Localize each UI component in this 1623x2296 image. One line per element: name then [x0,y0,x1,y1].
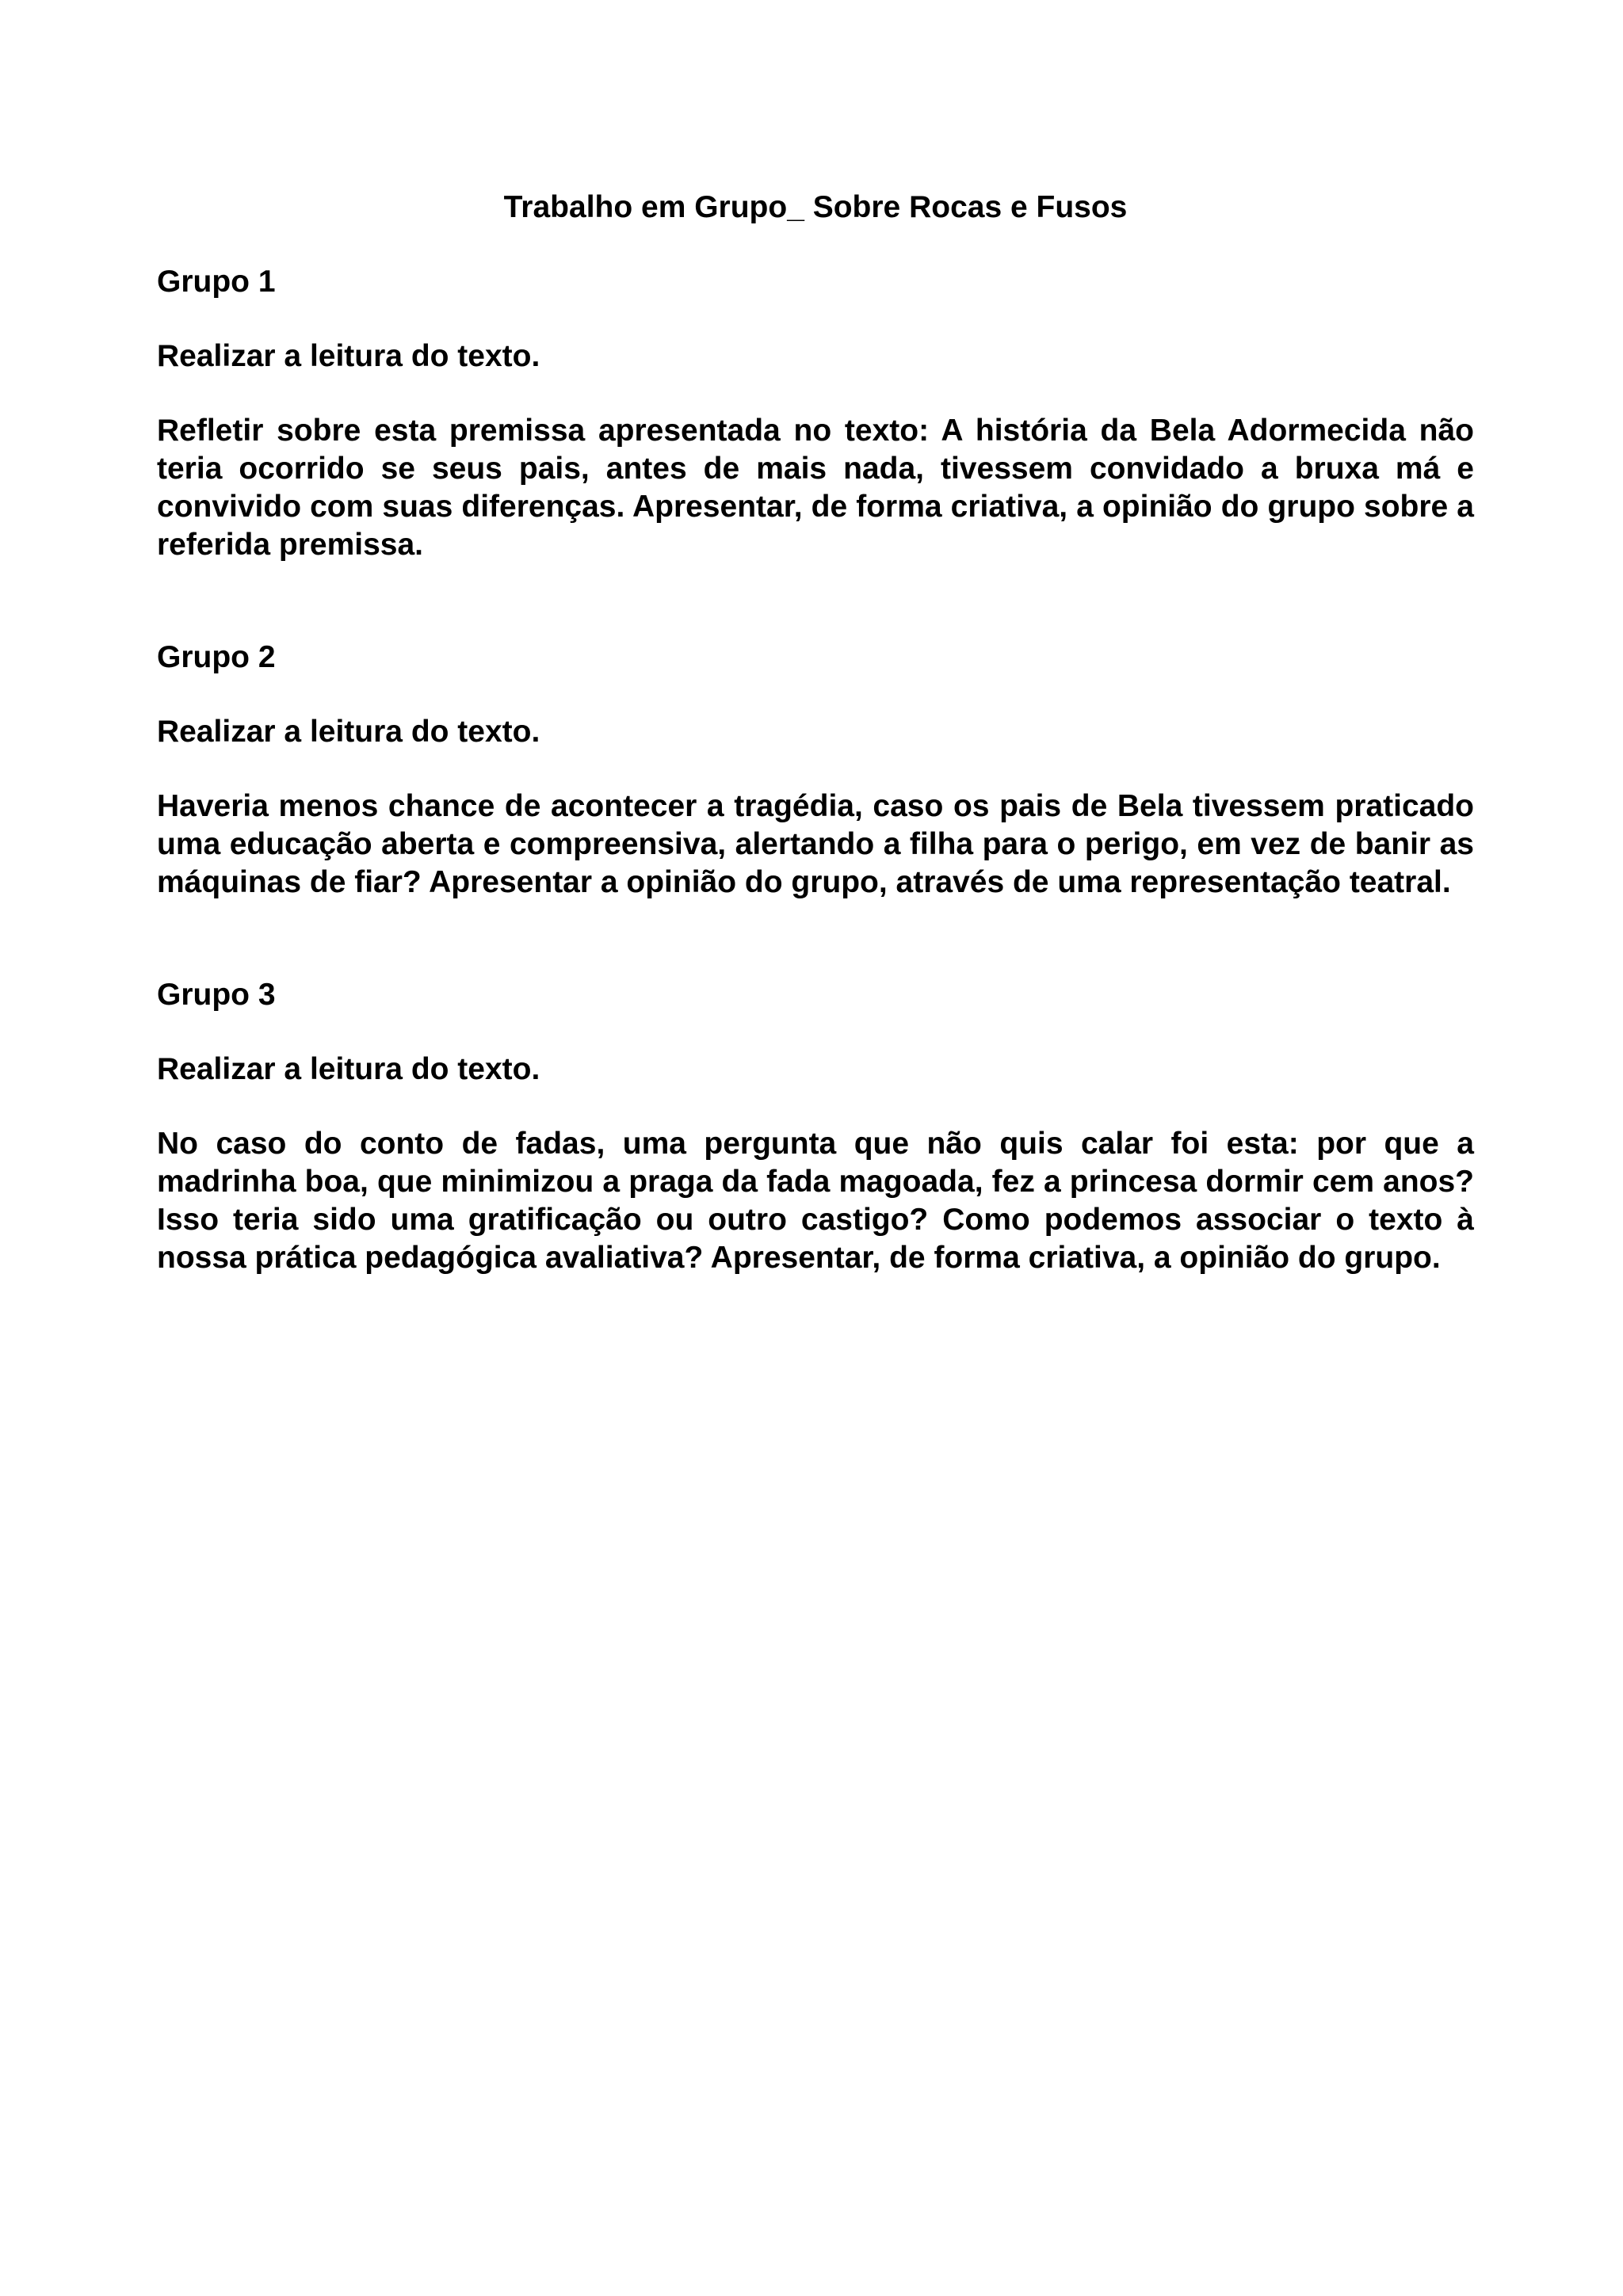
group-1-task: Refletir sobre esta premissa apresentada no texto: A história da Bela Adormecida não teria ocorrido se seus pais, antes de mais nada, tivessem convidado a bruxa má e convivido com suas diferenças. Apresentar, de forma criativa, a opinião do grupo sobre a referida premissa. [157,414,1474,562]
group-2-section [157,639,1474,902]
document-page [157,189,1474,1277]
group-2-heading: Grupo 2 [157,640,276,674]
group-1-section [157,263,1474,564]
group-3-instruction: Realizar a leitura do texto. [157,1052,540,1086]
group-3-heading: Grupo 3 [157,978,276,1012]
group-3-task: No caso do conto de fadas, uma pergunta que não quis calar foi esta: por que a madrinha boa, que minimizou a praga da fada magoada, fez a princesa dormir cem anos? Isso teria sido uma gratificação ou outro castigo? Como podemos associar o texto à nossa prática pedagógica avaliativa? Apresentar, de forma criativa, a opinião do grupo. [157,1127,1474,1275]
group-1-heading: Grupo 1 [157,265,276,299]
group-1-instruction: Realizar a leitura do texto. [157,339,540,373]
group-3-section [157,976,1474,1277]
document-title: Trabalho em Grupo_ Sobre Rocas e Fusos [503,190,1128,224]
group-2-instruction: Realizar a leitura do texto. [157,715,540,749]
group-2-task: Haveria menos chance de acontecer a tragédia, caso os pais de Bela tivessem praticado uma educação aberta e compreensiva, alertando a filha para o perigo, em vez de banir as máquinas de fiar? Apresentar a opinião do grupo, através de uma representação teatral. [157,789,1474,899]
